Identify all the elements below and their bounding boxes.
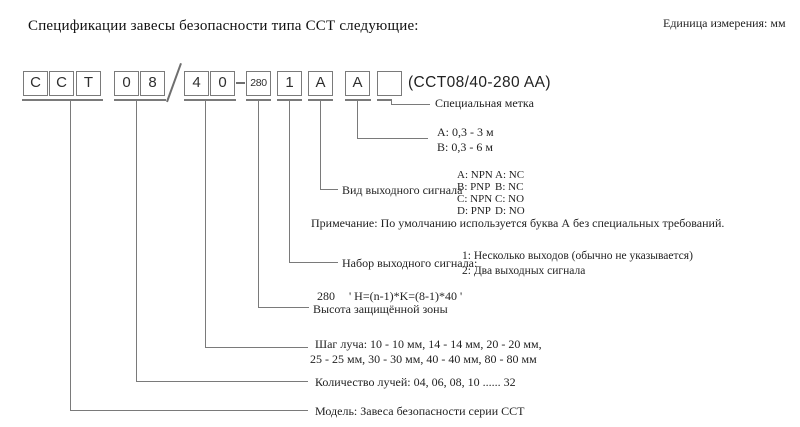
label-detection-range — [437, 125, 494, 155]
connector-output-set-vertical — [289, 100, 290, 263]
label-model: Модель: Завеса безопасности серии ССТ — [315, 404, 525, 418]
range-option-b: B: 0,3 - 6 м — [437, 140, 493, 154]
connector-range-vertical — [357, 100, 358, 139]
output-type-col1-row: D: PNP — [457, 205, 491, 217]
label-beam-pitch-line1: Шаг луча: 10 - 10 мм, 14 - 14 мм, 20 - 20 мм, — [315, 337, 542, 351]
page-title: Спецификации завесы безопасности типа ССТ следующие: — [28, 18, 419, 34]
code-box-output-set: 1 — [277, 71, 302, 96]
label-beam-pitch-line2: 25 - 25 мм, 30 - 30 мм, 40 - 40 мм, 80 - 80 мм — [310, 352, 537, 366]
code-box-model-1: C — [23, 71, 48, 96]
output-set-option-1: 1: Несколько выходов (обычно не указывается) — [462, 250, 693, 262]
slash-separator — [166, 63, 181, 102]
connector-count-horizontal — [136, 381, 308, 382]
code-box-pitch-2: 0 — [210, 71, 235, 96]
output-type-col1-row: A: NPN — [457, 169, 493, 181]
code-box-height: 280 — [246, 71, 271, 96]
label-protected-height: Высота защищённой зоны — [313, 302, 448, 316]
dash-separator — [236, 82, 245, 84]
underline-count — [114, 99, 166, 101]
connector-output-type-horizontal — [320, 189, 338, 190]
code-box-special-mark — [377, 71, 402, 96]
output-set-options — [462, 249, 693, 278]
label-beam-count: Количество лучей: 04, 06, 08, 10 ...... 32 — [315, 375, 516, 389]
label-output-set: Набор выходного сигнала: — [342, 256, 478, 270]
label-special-mark: Специальная метка — [435, 96, 534, 110]
connector-height-horizontal — [258, 307, 309, 308]
output-type-col1-row: B: PNP — [457, 181, 491, 193]
code-box-model-3: T — [76, 71, 101, 96]
connector-output-set-horizontal — [289, 262, 338, 263]
code-example: (CCT08/40-280 AA) — [408, 74, 551, 91]
height-value: 280 — [317, 289, 335, 303]
range-option-a: A: 0,3 - 3 м — [437, 125, 494, 139]
connector-model-horizontal — [70, 410, 308, 411]
connector-output-type-vertical — [320, 100, 321, 190]
underline-model — [22, 99, 103, 101]
underline-pitch — [184, 99, 236, 101]
connector-special-mark-horizontal — [391, 104, 430, 105]
code-box-count-2: 8 — [140, 71, 165, 96]
unit-note: Единица измерения: мм — [663, 16, 786, 30]
output-type-col2-row: B: NC — [495, 181, 524, 193]
output-set-option-2: 2: Два выходных сигнала — [462, 264, 586, 277]
connector-range-horizontal — [357, 138, 428, 139]
height-formula: ' H=(n-1)*K=(8-1)*40 ' — [349, 289, 463, 303]
output-type-col2-row: A: NC — [495, 169, 525, 181]
output-type-col2 — [495, 169, 525, 217]
underline-special-mark — [377, 99, 392, 101]
output-type-col2-row: C: NO — [495, 193, 525, 205]
connector-model-vertical — [70, 100, 71, 411]
connector-pitch-horizontal — [205, 347, 308, 348]
code-box-output-type: A — [308, 71, 333, 96]
output-type-col2-row: D: NO — [495, 205, 525, 217]
output-type-col1-row: C: NPN — [457, 193, 493, 205]
output-type-col1 — [457, 169, 493, 217]
code-box-pitch-1: 4 — [184, 71, 209, 96]
code-box-range: A — [345, 71, 370, 96]
connector-height-vertical — [258, 100, 259, 308]
code-box-count-1: 0 — [114, 71, 139, 96]
connector-pitch-vertical — [205, 100, 206, 348]
code-box-model-2: C — [49, 71, 74, 96]
note-text: Примечание: По умолчанию используется буква А без специальных требований. — [311, 216, 725, 230]
connector-count-vertical — [136, 100, 137, 382]
label-output-type: Вид выходного сигнала — [342, 183, 463, 197]
